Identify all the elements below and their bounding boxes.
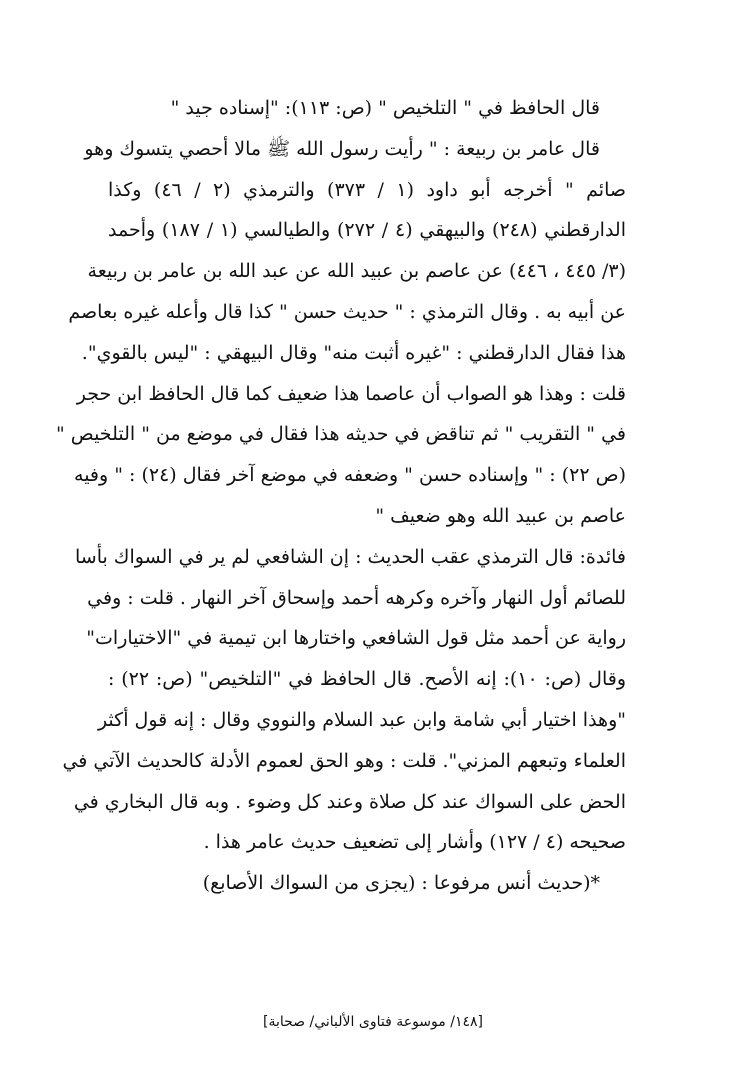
text-line: رواية عن أحمد مثل قول الشافعي واختارها ابن تيمية في "الاختيارات" <box>86 627 626 650</box>
text-line: صحيحه (٤ / ١٢٧) وأشار إلى تضعيف حديث عامر هذا . <box>203 831 626 854</box>
text-line: عن أبيه به . وقال الترمذي : " حديث حسن " كذا قال وأعله غيره بعاصم <box>68 300 626 323</box>
text-line: (٣/ ٤٤٥ ، ٤٤٦) عن عاصم بن عبيد الله عن عبد الله بن عامر بن ربيعة <box>87 260 626 283</box>
text-line: وقال (ص: ١٠): إنه الأصح. قال الحافظ في "التلخيص" (ص: ٢٢) : <box>108 668 627 691</box>
paragraph-anas-hadith <box>108 863 626 904</box>
text-line: صائم " أخرجه أبو داود (١ / ٣٧٣) والترمذي (٢ / ٤٦) وكذا <box>108 178 627 201</box>
text-line: العلماء وتبعهم المزني". قلت : وهو الحق لعموم الأدلة كالحديث الآتي في <box>62 749 626 772</box>
page-footer: [١٤٨/ موسوعة فتاوى الألباني/ صحابة] <box>263 1014 483 1030</box>
page-body <box>56 88 627 904</box>
text-line: هذا فقال الدارقطني : "غيره أثبت منه" وقال البيهقي : "ليس بالقوي". <box>81 341 626 364</box>
text-line: قال الحافظ في " التلخيص " (ص: ١١٣): "إسناده جيد " <box>170 97 600 119</box>
text-line: *(حديث أنس مرفوعا : (يجزى من السواك الأصابع) <box>202 872 600 895</box>
paragraph-amir-hadith <box>56 129 627 537</box>
text-line: قال عامر بن ربيعة : " رأيت رسول الله ﷺ مالا أحصي يتسوك وهو <box>84 137 600 160</box>
text-line: الحض على السواك عند كل صلاة وعند كل وضوء . وبه قال البخاري في <box>73 790 626 813</box>
text-line: عاصم بن عبيد الله وهو ضعيف " <box>375 504 626 527</box>
text-line: الدارقطني (٢٤٨) والبيهقي (٤ / ٢٧٢) والطيالسي (١ / ١٨٧) وأحمد <box>108 219 627 242</box>
text-line: فائدة: قال الترمذي عقب الحديث : إن الشافعي لم ير في السواك بأسا <box>74 545 626 568</box>
paragraph-hafiz-takhlis <box>108 88 626 129</box>
paragraph-faida <box>62 537 627 863</box>
text-line: "وهذا اختيار أبي شامة وابن عبد السلام والنووي وقال : إنه قول أكثر <box>97 708 626 731</box>
text-line: قلت : وهذا هو الصواب أن عاصما هذا ضعيف كما قال الحافظ ابن حجر <box>76 382 626 405</box>
text-line: في " التقريب " ثم تناقض في حديثه هذا فقال في موضع من " التلخيص " <box>56 423 626 446</box>
text-line: (ص ٢٢) : " وإسناده حسن " وضعفه في موضع آخر فقال (٢٤) : " وفيه <box>74 464 626 487</box>
text-line: للصائم أول النهار وآخره وكرهه أحمد وإسحاق آخر النهار . قلت : وفي <box>87 586 626 609</box>
